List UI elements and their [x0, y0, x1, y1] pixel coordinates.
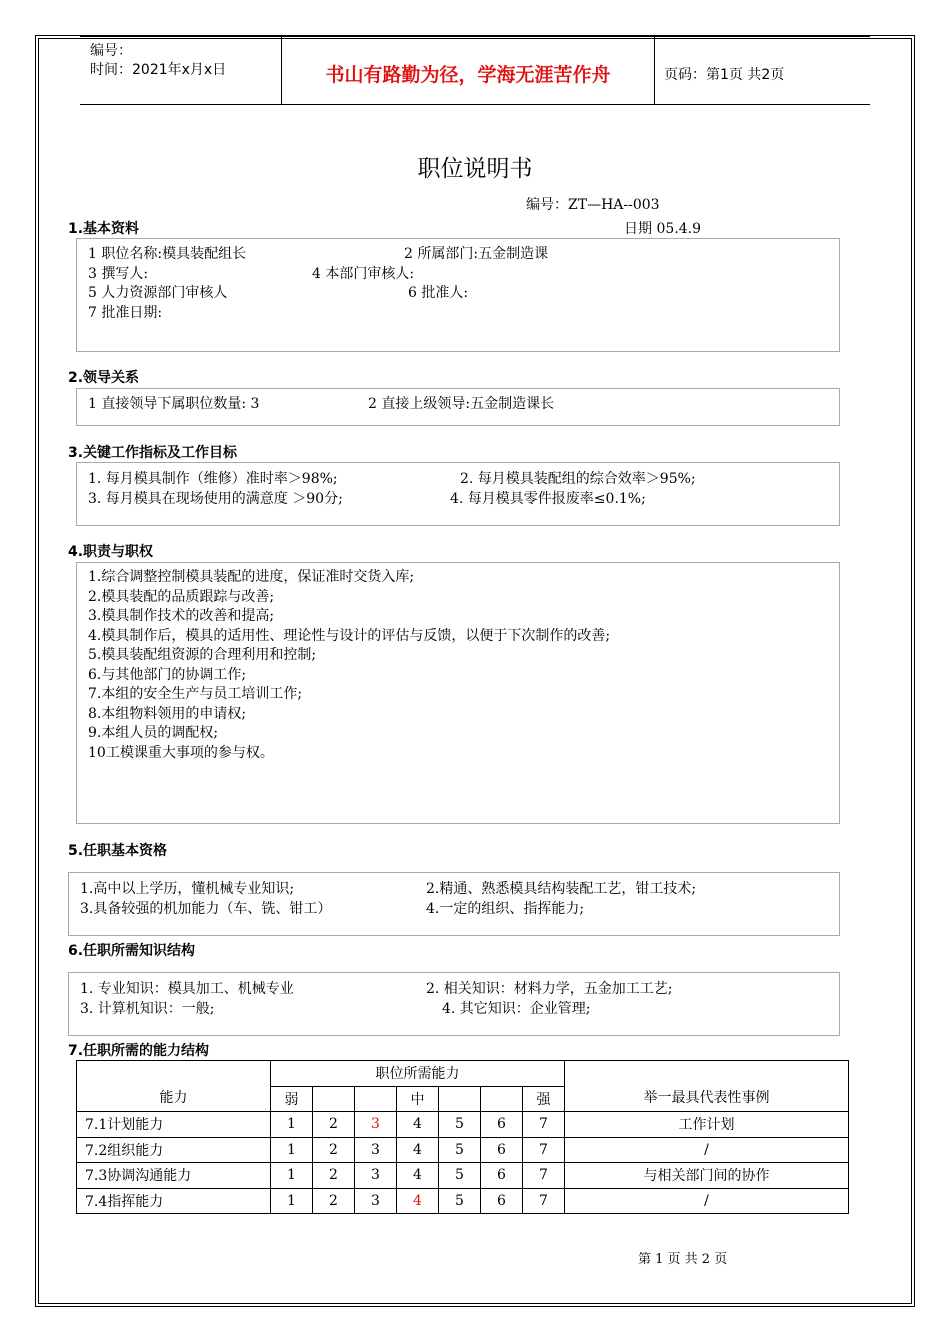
header-number: 编号：: [90, 43, 132, 59]
qualification-4: 4.一定的组织、指挥能力;: [426, 900, 585, 917]
ability-level: 4: [397, 1163, 439, 1189]
ability-level: 5: [439, 1188, 481, 1214]
duty-item: 1.综合调整控制模具装配的进度，保证准时交货入库;: [88, 569, 415, 585]
ability-name: 7.4指挥能力: [77, 1188, 271, 1214]
ability-level: 1: [271, 1112, 313, 1138]
scale-blank: [355, 1086, 397, 1112]
section-leadership-title: 2.领导关系: [68, 370, 140, 386]
ability-level: 5: [439, 1137, 481, 1163]
knowledge-3: 3. 计算机知识：一般;: [80, 1000, 215, 1017]
ability-row: [77, 1188, 849, 1214]
ability-example: 工作计划: [565, 1112, 849, 1138]
ability-column-header: 能力: [77, 1061, 271, 1112]
department: 2 所属部门:五金制造课: [404, 246, 549, 262]
document-title: 职位说明书: [417, 156, 533, 182]
header-page-number: 页码：第1页 共2页: [664, 67, 785, 83]
header-bottom-rule: [80, 104, 870, 105]
scale-medium: 中: [397, 1086, 439, 1112]
ability-name: 7.2组织能力: [77, 1137, 271, 1163]
ability-level: 5: [439, 1163, 481, 1189]
ability-level: 2: [313, 1137, 355, 1163]
duty-item: 5.模具装配组资源的合理利用和控制;: [88, 647, 317, 663]
ability-level: 1: [271, 1137, 313, 1163]
duty-item: 7.本组的安全生产与员工培训工作;: [88, 686, 303, 702]
section-kpi-content: [88, 470, 828, 509]
ability-level: 4: [397, 1188, 439, 1214]
ability-row: [77, 1112, 849, 1138]
header-meta: [90, 42, 226, 80]
ability-example: /: [565, 1137, 849, 1163]
duty-item: 2.模具装配的品质跟踪与改善;: [88, 588, 275, 605]
scale-weak: 弱: [271, 1086, 313, 1112]
footer-page-number: 第 1 页 共 2 页: [638, 1252, 728, 1267]
header-top-rule: [80, 36, 870, 37]
ability-level: 2: [313, 1112, 355, 1138]
ability-example: /: [565, 1188, 849, 1214]
ability-level: 6: [481, 1188, 523, 1214]
kpi-4: 4. 每月模具零件报废率≤0.1%;: [450, 490, 646, 507]
approve-date: 7 批准日期:: [88, 304, 163, 321]
document-date: 日期 05.4.9: [624, 221, 701, 237]
ability-level: 7: [523, 1188, 565, 1214]
writer: 3 撰写人:: [88, 265, 149, 282]
header-time: 时间：2021年x月x日: [90, 62, 227, 78]
ability-table: [76, 1060, 849, 1214]
scale-blank: [313, 1086, 355, 1112]
ability-level: 2: [313, 1163, 355, 1189]
dept-reviewer: 4 本部门审核人:: [312, 265, 415, 282]
ability-name: 7.1计划能力: [77, 1112, 271, 1138]
qualification-3: 3.具备较强的机加能力（车、铣、钳工）: [80, 900, 332, 917]
required-ability-header: 职位所需能力: [271, 1061, 565, 1087]
duty-item: 3.模具制作技术的改善和提高;: [88, 608, 275, 624]
duty-item: 8.本组物料领用的申请权;: [88, 705, 247, 722]
section-basic-content: [88, 245, 828, 323]
ability-level: 3: [355, 1188, 397, 1214]
duty-item: 4.模具制作后，模具的适用性、理论性与设计的评估与反馈，以便于下次制作的改善;: [88, 627, 611, 644]
header-motto: 书山有路勤为径，学海无涯苦作舟: [325, 64, 611, 86]
hr-reviewer: 5 人力资源部门审核人: [88, 285, 228, 301]
scale-strong: 强: [523, 1086, 565, 1112]
section-qualification-content: [80, 880, 830, 919]
duty-item: 10工模课重大事项的参与权。: [88, 744, 274, 761]
ability-level: 7: [523, 1163, 565, 1189]
qualification-2: 2.精通、熟悉模具结构装配工艺，钳工技术;: [426, 881, 697, 897]
document-number: 编号：ZT—HA--003: [526, 197, 660, 213]
ability-level: 3: [355, 1112, 397, 1138]
ability-level: 3: [355, 1137, 397, 1163]
position-name: 1 职位名称:模具装配组长: [88, 246, 247, 262]
ability-level: 4: [397, 1112, 439, 1138]
duty-item: 9.本组人员的调配权;: [88, 725, 219, 741]
knowledge-2: 2. 相关知识：材料力学，五金加工工艺;: [426, 981, 673, 997]
ability-row: [77, 1163, 849, 1189]
approver: 6 批准人:: [408, 285, 469, 301]
scale-blank: [481, 1086, 523, 1112]
duties-list: [88, 568, 828, 763]
subordinate-count: 1 直接领导下属职位数量: 3: [88, 396, 260, 412]
section-duties-title: 4.职责与职权: [68, 544, 154, 560]
knowledge-4: 4. 其它知识：企业管理;: [442, 1000, 591, 1017]
ability-level: 5: [439, 1112, 481, 1138]
knowledge-1: 1. 专业知识：模具加工、机械专业: [80, 981, 294, 997]
duty-item: 6.与其他部门的协调工作;: [88, 666, 247, 683]
header-divider-right: [654, 37, 655, 104]
section-leadership-content: [88, 395, 828, 415]
scale-blank: [439, 1086, 481, 1112]
ability-level: 7: [523, 1137, 565, 1163]
section-basic-title: 1.基本资料: [68, 221, 140, 237]
ability-level: 6: [481, 1137, 523, 1163]
qualification-1: 1.高中以上学历，懂机械专业知识;: [80, 881, 295, 897]
section-ability-title: 7.任职所需的能力结构: [68, 1043, 210, 1059]
ability-name: 7.3协调沟通能力: [77, 1163, 271, 1189]
ability-row: [77, 1137, 849, 1163]
ability-level: 6: [481, 1112, 523, 1138]
section-qualification-title: 5.任职基本资格: [68, 843, 168, 859]
kpi-2: 2. 每月模具装配组的综合效率＞95%;: [460, 471, 696, 487]
ability-level: 3: [355, 1163, 397, 1189]
kpi-1: 1. 每月模具制作（维修）准时率＞98%;: [88, 471, 338, 487]
section-knowledge-title: 6.任职所需知识结构: [68, 943, 196, 959]
ability-level: 6: [481, 1163, 523, 1189]
kpi-3: 3. 每月模具在现场使用的满意度 ＞90分;: [88, 490, 343, 507]
example-column-header: 举一最具代表性事例: [565, 1061, 849, 1112]
ability-level: 1: [271, 1163, 313, 1189]
ability-level: 7: [523, 1112, 565, 1138]
ability-example: 与相关部门间的协作: [565, 1163, 849, 1189]
section-kpi-title: 3.关键工作指标及工作目标: [68, 445, 238, 461]
ability-level: 4: [397, 1137, 439, 1163]
section-knowledge-content: [80, 980, 830, 1019]
direct-superior: 2 直接上级领导:五金制造课长: [368, 396, 555, 412]
ability-level: 2: [313, 1188, 355, 1214]
ability-level: 1: [271, 1188, 313, 1214]
